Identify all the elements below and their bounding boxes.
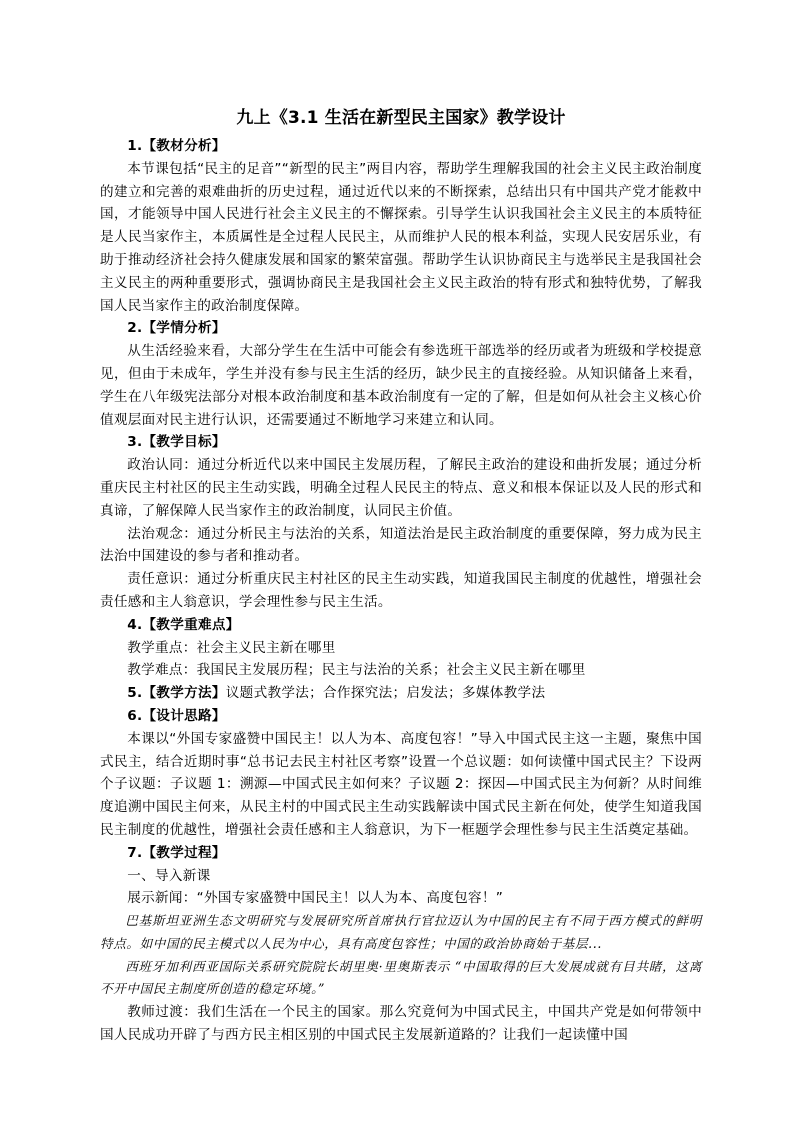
paragraph-teacher-transition: 教师过渡：我们生活在一个民主的国家。那么究竟何为中国式民主，中国共产党是如何带领中国人民成功开辟了与西方民主相区别的中国式民主发展新道路的？让我们一起读懂中国 bbox=[100, 1004, 702, 1044]
paragraph-design-idea: 本课以“外国专家盛赞中国民主！以人为本、高度包容！”导入中国式民主这一主题，聚焦中国式民主，结合近期时事“总书记去民主村社区考察”设置一个总议题：如何读懂中国式民主？下设两个子议题：子议题 1：溯源—中国式民主如何来？子议题 2：探因—中国式民主为何新？从时间维度追溯中国民主何来，从民主村的中国式民主生动实践解读中国式民主新在何处，使学生知道我国民主制度的优越性，增强社会责任感和主人翁意识，为下一框题学会理性参与民主生活奠定基础。 bbox=[100, 730, 702, 838]
section-heading-key-points: 4.【教学重难点】 bbox=[127, 616, 240, 633]
section-heading-design-idea: 6.【设计思路】 bbox=[127, 707, 226, 724]
section-heading-student-analysis: 2.【学情分析】 bbox=[127, 320, 226, 337]
paragraph-goal-responsibility: 责任意识：通过分析重庆民主村社区的民主生动实践，知道我国民主制度的优越性，增强社会责任感和主人翁意识，学会理性参与民主生活。 bbox=[100, 571, 702, 610]
section-heading-teaching-methods: 5.【教学方法】 bbox=[127, 685, 226, 702]
paragraph-show-news: 展示新闻：“外国专家盛赞中国民主！以人为本、高度包容！” bbox=[127, 890, 504, 907]
paragraph-textbook-analysis: 本节课包括“民主的足音”“新型的民主”两目内容，帮助学生理解我国的社会主义民主政治制度的建立和完善的艰难曲折的历史过程，通过近代以来的不断探索，总结出只有中国共产党才能救中国，才能领导中国人民进行社会主义民主的不懈探索。引导学生认识我国社会主义民主的本质特征是人民当家作主，本质属性是全过程人民民主，从而维护人民的根本利益，实现人民安居乐业，有助于推动经济社会持久健康发展和国家的繁荣富强。帮助学生认识协商民主与选举民主是我国社会主义民主的两种重要形式，强调协商民主是我国社会主义民主政治的特有形式和独特优势，了解我国人民当家作主的政治制度保障。 bbox=[100, 160, 702, 314]
quote-spain-expert: 西班牙加利西亚国际关系研究院院长胡里奥·里奥斯表示 “中国取得的巨大发展成就有目共睹，这离不开中国民主制度所创造的稳定环境。” bbox=[100, 958, 702, 997]
paragraph-goal-legal: 法治观念：通过分析民主与法治的关系，知道法治是民主政治制度的重要保障，努力成为民主法治中国建设的参与者和推动者。 bbox=[100, 525, 702, 565]
quote-pakistan-expert: 巴基斯坦亚洲生态文明研究与发展研究所首席执行官拉迈认为中国的民主有不同于西方模式的鲜明特点。如中国的民主模式以人民为中心，具有高度包容性；中国的政治协商始于基层... bbox=[100, 913, 702, 951]
section-heading-textbook-analysis: 1.【教材分析】 bbox=[127, 138, 226, 154]
section-teaching-methods bbox=[100, 682, 702, 705]
subheading-introduction: 一、导入新课 bbox=[127, 867, 211, 884]
paragraph-key-point: 教学重点：社会主义民主新在哪里 bbox=[127, 639, 336, 656]
section-heading-teaching-process: 7.【教学过程】 bbox=[127, 844, 226, 861]
teaching-methods-text: 议题式教学法；合作探究法；启发法；多媒体教学法 bbox=[225, 685, 546, 702]
document-title: 九上《3.1 生活在新型民主国家》教学设计 bbox=[236, 108, 566, 128]
paragraph-student-analysis: 从生活经验来看，大部分学生在生活中可能会有参选班干部选举的经历或者为班级和学校提意见，但由于未成年，学生并没有参与民主生活的经历，缺少民主的直接经验。从知识储备上来看，学生在八年级宪法部分对根本政治制度和基本政治制度有一定的了解，但是如何从社会主义核心价值观层面对民主进行认识，还需要通过不断地学习来建立和认同。 bbox=[100, 343, 702, 428]
paragraph-difficulty: 教学难点：我国民主发展历程；民主与法治的关系；社会主义民主新在哪里 bbox=[127, 662, 586, 679]
section-heading-teaching-goals: 3.【教学目标】 bbox=[127, 434, 226, 451]
paragraph-goal-political: 政治认同：通过分析近代以来中国民主发展历程，了解民主政治的建设和曲折发展；通过分析重庆民主村社区的民主生动实践，明确全过程人民民主的特点、意义和根本保证以及人民的形式和真谛，了解保障人民当家作主的政治制度，认同民主价值。 bbox=[100, 457, 702, 519]
